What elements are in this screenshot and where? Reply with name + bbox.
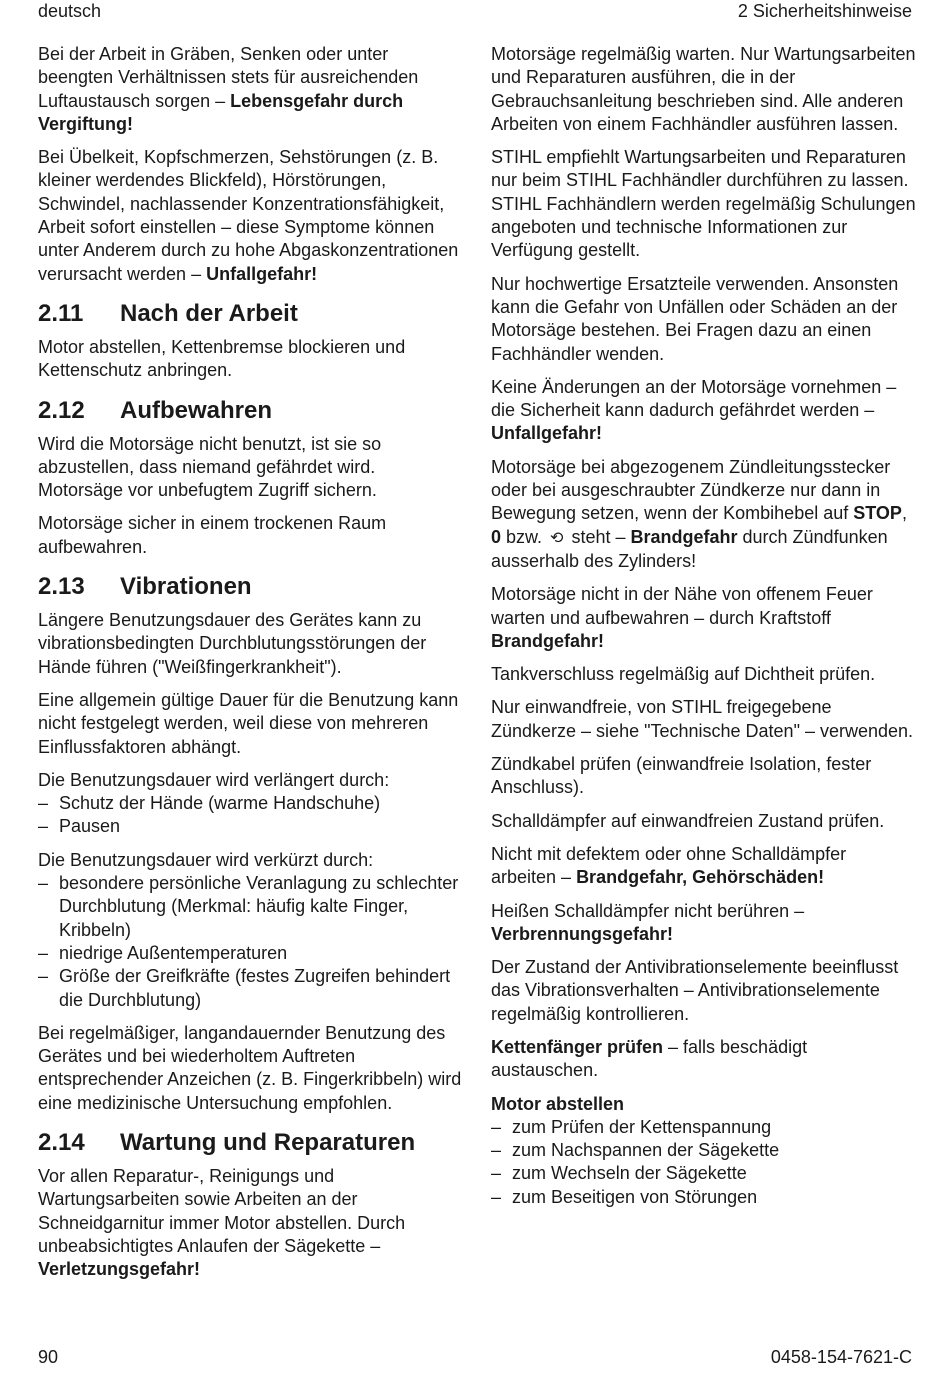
list-item: – besondere persönliche Veranlagung zu schlechter Durchblutung (Merkmal: häufig kalte Finger, Kribbeln) [38, 872, 463, 942]
paragraph: Nur einwandfreie, von STIHL freigegebene Zündkerze – siehe "Technische Daten" – verwenden. [491, 697, 914, 741]
paragraph: Vor allen Reparatur-, Reinigungs und Wartungsarbeiten sowie Arbeiten an der Schneidgarnitur immer Motor abstellen. Durch unbeabsichtigtes Anlaufen der Sägekette – Verletzungsgefahr! [38, 1165, 406, 1280]
warning-text: Brandgefahr, Gehörschäden! [576, 867, 825, 888]
paragraph: Motorsäge nicht in der Nähe von offenem Feuer warten und aufbewahren – durch Kraftstoff Brandgefahr! [491, 584, 873, 651]
choke-symbol-icon: ⟲ [550, 529, 564, 547]
list-item: – Größe der Greifkräfte (festes Zugreifen behindert die Durchblutung) [38, 965, 463, 1012]
warning-text: Unfallgefahr! [491, 423, 603, 444]
list-item: – zum Prüfen der Kettenspannung [491, 1116, 916, 1139]
warning-text: Brandgefahr [630, 526, 738, 547]
paragraph: Keine Änderungen an der Motorsäge vornehmen – die Sicherheit kann dadurch gefährdet werden – Unfallgefahr! [491, 376, 897, 444]
dash-list [38, 792, 463, 839]
paragraph: Nicht mit defektem oder ohne Schalldämpfer arbeiten – Brandgefahr, Gehörschäden! [491, 843, 847, 888]
section-heading-2-13: 2.13 Vibrationen [38, 573, 252, 601]
list-item: – niedrige Außentemperaturen [38, 942, 463, 965]
paragraph: Schalldämpfer auf einwandfreien Zustand prüfen. [491, 810, 885, 831]
paragraph: Längere Benutzungsdauer des Gerätes kann zu vibrationsbedingten Durchblutungsstörungen der Hände führen ("Weißfingerkrankheit"). [38, 610, 427, 677]
subheading: Motor abstellen [491, 1093, 625, 1114]
paragraph: Die Benutzungsdauer wird verlängert durch: [38, 769, 390, 790]
paragraph: Motor abstellen, Kettenbremse blockieren und Kettenschutz anbringen. [38, 336, 406, 381]
paragraph: Wird die Motorsäge nicht benutzt, ist sie so abzustellen, dass niemand gefährdet wird. Motorsäge vor unbefugtem Zugriff sichern. [38, 433, 382, 501]
right-column [491, 43, 916, 1219]
page-number: 90 [38, 1347, 59, 1367]
paragraph: Eine allgemein gültige Dauer für die Benutzung kann nicht festgelegt werden, weil diese von mehreren Einflussfaktoren abhängt. [38, 689, 459, 757]
list-item: – Pausen [38, 815, 463, 838]
paragraph: Motorsäge regelmäßig warten. Nur Wartungsarbeiten und Reparaturen ausführen, die in der Gebrauchsanleitung beschrieben sind. Alle anderen Arbeiten von einem Fachhändler ausführen lassen. [491, 44, 916, 134]
paragraph: Der Zustand der Antivibrationselemente beeinflusst das Vibrationsverhalten – Antivibrationselemente regelmäßig kontrollieren. [491, 957, 899, 1024]
header-language: deutsch [38, 1, 102, 21]
paragraph: Bei regelmäßiger, langandauernder Benutzung des Gerätes und bei wiederholtem Auftreten entsprechender Anzeichen (z. B. Fingerkribbeln) wird eine medizinische Untersuchung empfohlen. [38, 1022, 462, 1113]
dash-list [38, 872, 463, 1012]
left-column [38, 43, 463, 1291]
list-item: – zum Wechseln der Sägekette [491, 1162, 916, 1185]
paragraph: Die Benutzungsdauer wird verkürzt durch: [38, 849, 374, 870]
paragraph: STIHL empfiehlt Wartungsarbeiten und Reparaturen nur beim STIHL Fachhändler durchführen zu lassen. STIHL Fachhändlern werden regelmäßig Schulungen angeboten und technische Informationen zur Verfügung gestellt. [491, 147, 916, 261]
paragraph: Bei Übelkeit, Kopfschmerzen, Sehstörungen (z. B. kleiner werdendes Blickfeld), Hörstörungen, Schwindel, nachlassender Konzentrationsfähigkeit, Arbeit sofort einstellen – diese Symptome können unter Anderem durch zu hohe Abgaskonzentrationen verursacht werden – Unfallgefahr! [38, 147, 459, 284]
section-heading-2-12: 2.12 Aufbewahren [38, 396, 273, 424]
paragraph: Bei der Arbeit in Gräben, Senken oder unter beengten Verhältnissen stets für ausreichenden Luftaustausch sorgen – Lebensgefahr durch Vergiftung! [38, 44, 419, 134]
warning-text: Verletzungsgefahr! [38, 1259, 201, 1280]
list-item: – zum Nachspannen der Sägekette [491, 1139, 916, 1162]
paragraph: Motorsäge sicher in einem trockenen Raum aufbewahren. [38, 513, 387, 557]
paragraph: Heißen Schalldämpfer nicht berühren – Verbrennungsgefahr! [491, 900, 805, 944]
list-item: – zum Beseitigen von Störungen [491, 1186, 916, 1209]
section-heading-2-14: 2.14 Wartung und Reparaturen [38, 1128, 416, 1156]
warning-text: Lebensgefahr durch Vergiftung! [38, 90, 404, 134]
section-heading-2-11: 2.11 Nach der Arbeit [38, 299, 298, 327]
document-number: 0458-154-7621-C [770, 1347, 912, 1367]
dash-list [491, 1116, 916, 1209]
list-item: – Schutz der Hände (warme Handschuhe) [38, 792, 463, 815]
paragraph: Zündkabel prüfen (einwandfreie Isolation, fester Anschluss). [491, 754, 872, 798]
paragraph: Kettenfänger prüfen – falls beschädigt austauschen. [491, 1036, 808, 1081]
warning-text: Verbrennungsgefahr! [491, 923, 674, 944]
paragraph: Tankverschluss regelmäßig auf Dichtheit prüfen. [491, 664, 876, 685]
warning-text: Brandgefahr! [491, 630, 605, 651]
warning-text: Unfallgefahr! [206, 263, 318, 284]
paragraph: Motorsäge bei abgezogenem Zündleitungsstecker oder bei ausgeschraubter Zündkerze nur dann in Bewegung setzen, wenn der Kombihebel auf STOP, 0 bzw. ⟲ steht – Brandgefahr durch Zündfunken ausserhalb des Zylinders! [491, 456, 907, 571]
header-chapter: 2 Sicherheitshinweise [737, 1, 912, 21]
paragraph: Nur hochwertige Ersatzteile verwenden. Ansonsten kann die Gefahr von Unfällen oder Schäden an der Motorsäge bestehen. Bei Fragen dazu an einen Fachhändler wenden. [491, 273, 899, 364]
